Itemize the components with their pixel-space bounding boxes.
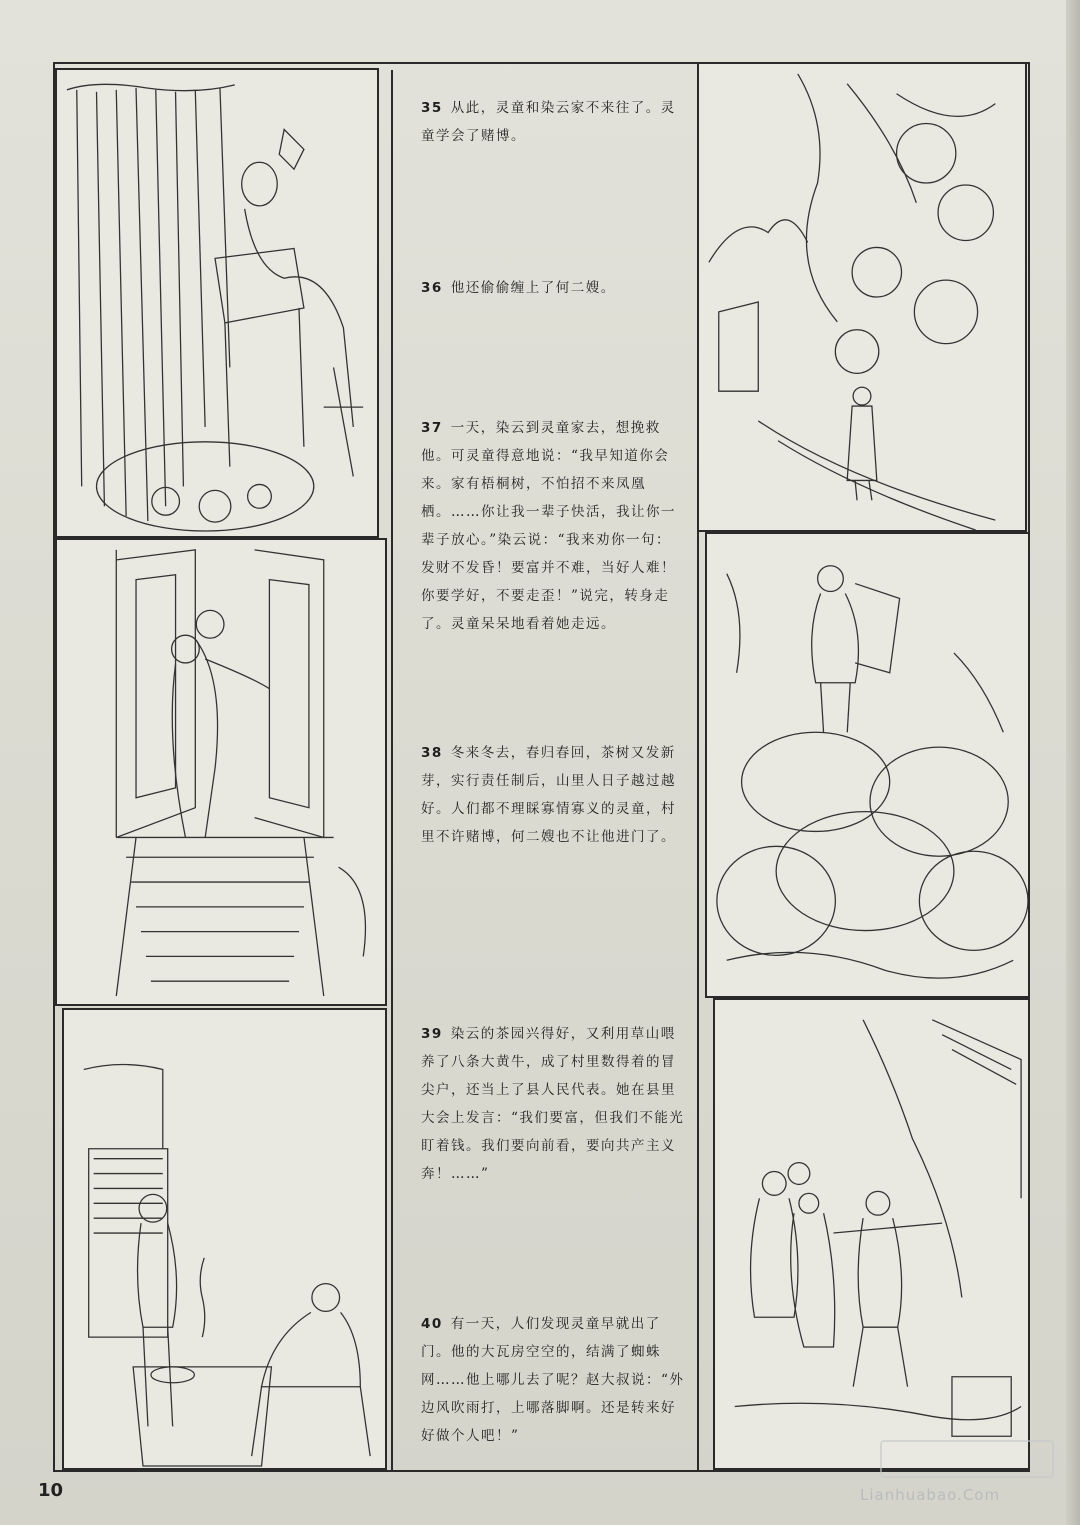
caption-number: 38 <box>421 745 443 761</box>
illustration-panel-36 <box>55 538 387 1006</box>
caption-38 <box>421 739 686 851</box>
caption-text: 从此，灵童和染云家不来往了。灵童学会了赌博。 <box>421 100 676 144</box>
caption-40 <box>421 1310 686 1450</box>
page-number: 10 <box>38 1480 64 1501</box>
caption-number: 37 <box>421 420 443 436</box>
mountain-path-illustration <box>699 64 1025 530</box>
caption-text: 有一天，人们发现灵童早就出了门。他的大瓦房空空的，结满了蜘蛛网……他上哪儿去了呢？赵大叔说：“外边风吹雨打，上哪落脚啊。还是转来好好做个人吧！” <box>421 1316 685 1444</box>
tea-garden-illustration <box>707 534 1028 996</box>
caption-number: 36 <box>421 280 443 296</box>
doorway-embrace-illustration <box>57 540 385 1004</box>
caption-text: 冬来冬去，春归春回，茶树又发新芽，实行责任制后，山里人日子越过越好。人们都不理睬寡情寡义的灵童，村里不许赌博，何二嫂也不让他进门了。 <box>421 745 676 845</box>
gambling-scene-illustration <box>57 70 377 536</box>
illustration-panel-37 <box>697 62 1027 532</box>
caption-column <box>391 70 699 1470</box>
caption-35 <box>421 94 686 150</box>
caption-number: 40 <box>421 1316 443 1332</box>
illustration-panel-38 <box>705 532 1030 998</box>
caption-number: 35 <box>421 100 443 116</box>
watermark-text: Lianhuabao.Com <box>860 1486 1001 1504</box>
caption-39 <box>421 1020 686 1188</box>
page-edge <box>1066 0 1080 1525</box>
villagers-illustration <box>715 1000 1028 1468</box>
caption-37 <box>421 414 686 638</box>
caption-36 <box>421 274 686 302</box>
caption-text: 他还偷偷缠上了何二嫂。 <box>450 280 616 296</box>
caption-text: 一天，染云到灵童家去，想挽救他。可灵童得意地说：“我早知道你会来。家有梧桐树，不怕招不来凤凰栖。……你让我一辈子快活，我让你一辈子放心。”染云说：“我来劝你一句： 发财不发昏！要富并不难，当好人难！你要学好，不要走歪！”说完，转身走了。灵童呆呆地看着她走远。 <box>421 420 676 632</box>
caption-number: 39 <box>421 1026 443 1042</box>
illustration-panel-39 <box>62 1008 387 1470</box>
indoor-visit-illustration <box>64 1010 385 1468</box>
watermark-logo <box>880 1440 1054 1478</box>
illustration-panel-40 <box>713 998 1030 1470</box>
illustration-panel-35 <box>55 68 379 538</box>
caption-text: 染云的茶园兴得好，又利用草山喂养了八条大黄牛，成了村里数得着的冒尖户，还当上了县人民代表。她在县里大会上发言：“我们要富，但我们不能光盯着钱。我们要向前看，要向共产主义奔！……” <box>421 1026 685 1182</box>
